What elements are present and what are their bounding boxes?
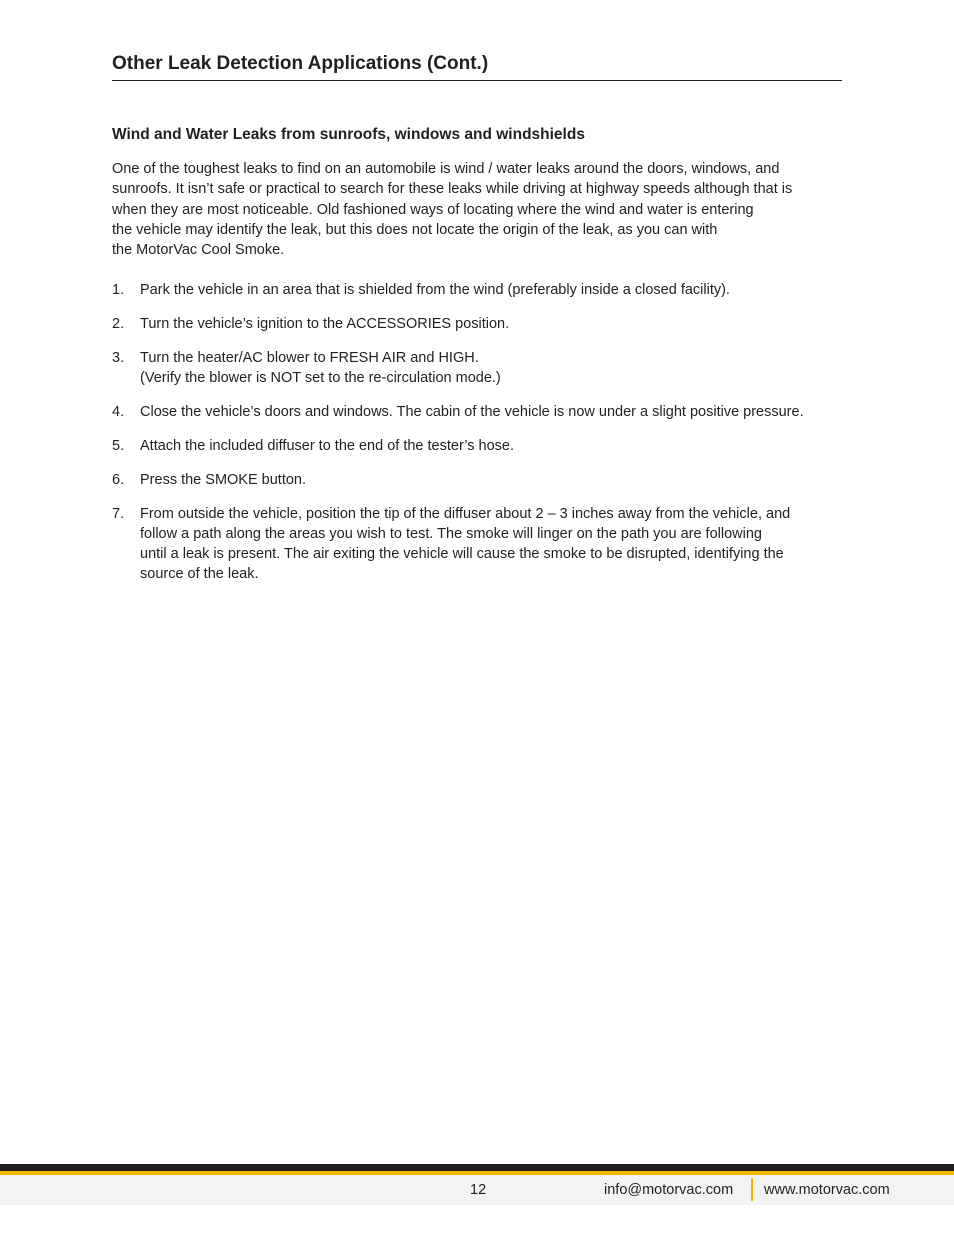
intro-line: the MotorVac Cool Smoke. <box>112 242 285 259</box>
step-text: Turn the heater/AC blower to FRESH AIR and HIGH. <box>140 350 479 367</box>
step-text: Press the SMOKE button. <box>140 471 307 488</box>
page-title: Other Leak Detection Applications (Cont.) <box>112 53 489 74</box>
step-text: Turn the vehicle’s ignition to the ACCESSORIES position. <box>140 316 510 333</box>
step-text: (Verify the blower is NOT set to the re-circulation mode.) <box>140 370 501 387</box>
step-text: Park the vehicle in an area that is shielded from the wind (preferably inside a closed facility). <box>140 282 730 299</box>
step-item-4 <box>112 402 842 422</box>
footer-dark-bar <box>0 1164 954 1171</box>
intro-line: One of the toughest leaks to find on an automobile is wind / water leaks around the doors, windows, and <box>112 161 780 177</box>
intro-line: when they are most noticeable. Old fashioned ways of locating where the wind and water is entering <box>112 201 754 218</box>
step-text: Close the vehicle’s doors and windows. The cabin of the vehicle is now under a slight positive pressure. <box>140 404 804 421</box>
step-item-1 <box>112 280 842 300</box>
step-text: follow a path along the areas you wish to test. The smoke will linger on the path you are following <box>140 525 762 542</box>
step-item-3 <box>112 348 842 389</box>
footer-website-link[interactable]: www.motorvac.com <box>764 1182 890 1198</box>
step-text: source of the leak. <box>140 566 259 583</box>
step-number: 3. <box>112 350 125 367</box>
steps-list <box>112 280 842 584</box>
step-text: Attach the included diffuser to the end of the tester’s hose. <box>140 437 515 454</box>
section-title: Wind and Water Leaks from sunroofs, windows and windshields <box>112 126 585 143</box>
intro-line: the vehicle may identify the leak, but this does not locate the origin of the leak, as you can with <box>112 221 718 238</box>
step-item-6 <box>112 470 842 490</box>
step-item-2 <box>112 314 842 334</box>
step-text: until a leak is present. The air exiting the vehicle will cause the smoke to be disrupted, identifying the <box>140 546 784 563</box>
step-number: 6. <box>112 471 125 488</box>
step-number: 7. <box>112 505 125 522</box>
step-item-5 <box>112 436 842 456</box>
step-number: 4. <box>112 404 125 421</box>
footer-email-link[interactable]: info@motorvac.com <box>604 1182 734 1198</box>
step-number: 5. <box>112 437 125 454</box>
intro-paragraph <box>112 159 842 260</box>
step-number: 1. <box>112 282 125 299</box>
step-text: From outside the vehicle, position the tip of the diffuser about 2 – 3 inches away from the vehicle, and <box>140 505 791 522</box>
page-number: 12 <box>470 1182 487 1198</box>
intro-line: sunroofs. It isn’t safe or practical to search for these leaks while driving at highway speeds although that is <box>112 181 793 198</box>
step-item-7 <box>112 504 842 585</box>
page-header <box>112 52 842 81</box>
step-number: 2. <box>112 316 125 333</box>
footer-divider <box>751 1178 753 1201</box>
main-content <box>112 124 842 598</box>
